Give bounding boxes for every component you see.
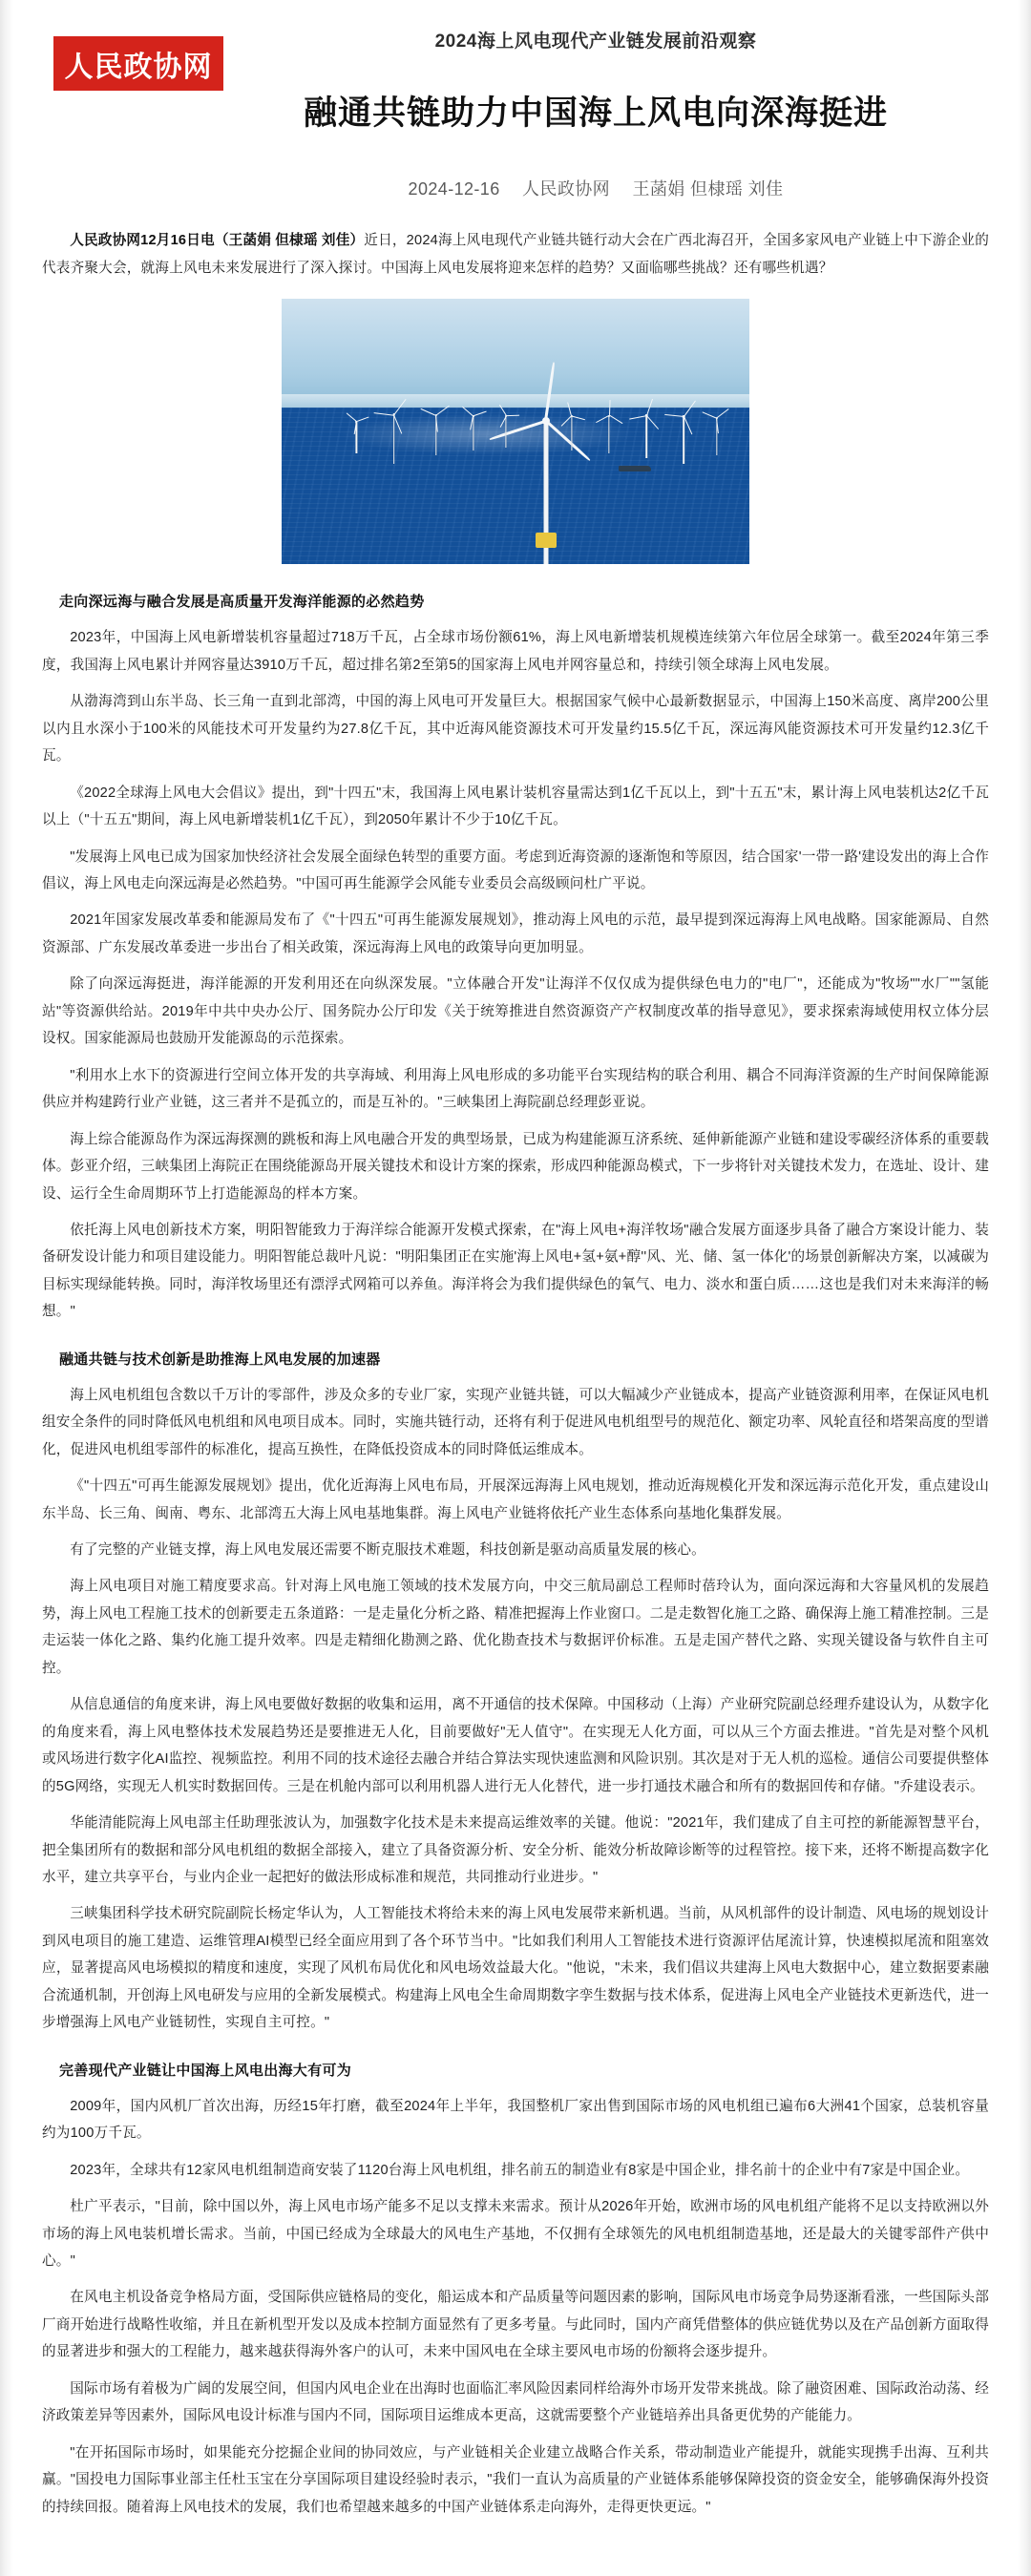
turbine-blade xyxy=(684,416,692,434)
wind-turbine xyxy=(600,416,620,453)
lead-source-prefix: 人民政协网12月16日电（王菡娟 但棣瑶 刘佳） xyxy=(70,233,365,249)
body-paragraph: 三峡集团科学技术研究院副院长杨定华认为，人工智能技术将给未来的海上风电发展带来新机遇。当前，从风机部件的设计制造、风电场的规划设计到风电项目的施工建造、运维管理AI模型已经全面应用到了各个环节当中。"比如我们利用人工智能技术进行资源评估尾流计算，快速模拟尾流和阻塞效应，显著提高风电场模拟的精度和速度，实现了风机布局优化和风电场效益最大化。"他说，"未来，我们倡议共建海上风电大数据中心，建立数据要素融合流通机制，开创海上风电研发与应用的全新发展模式。构建海上风电全生命周期数字孪生数据与技术体系，促进海上风电全产业链技术更新迭代，进一步增强海上风电产业链韧性，实现自主可控。" xyxy=(42,1906,989,2031)
offshore-wind-farm-photo xyxy=(282,299,749,564)
body-paragraph: 除了向深远海挺进，海洋能源的开发利用还在向纵深发展。"立体融合开发"让海洋不仅仅成为提供绿色电力的"电厂"，还能成为"牧场""水厂""氢能站"等资源供给站。2019年中共中央办公厅、国务院办公厅印发《关于统筹推进自然资源资产产权制度改革的指导意见》，要求探索海域使用权立体分层设权。国家能源局也鼓励开发能源岛的示范探索。 xyxy=(42,976,989,1047)
body-paragraph: 2023年，全球共有12家风电机组制造商安装了1120台海上风电机组，排名前五的制造业有8家是中国企业，排名前十的企业中有7家是中国企业。 xyxy=(70,2162,970,2178)
body-paragraph: 海上综合能源岛作为深远海探测的跳板和海上风电融合开发的典型场景，已成为构建能源互济系统、延伸新能源产业链和建设零碳经济体系的重要载体。彭亚介绍，三峡集团上海院正在围绕能源岛开展关键技术和设计方案的探索，形成四种能源岛模式，下一步将针对关键技术发力，在选址、设计、建设、运行全生命周期环节上打造能源岛的样本方案。 xyxy=(42,1131,989,1202)
wind-turbine xyxy=(562,416,580,450)
section-heading: 完善现代产业链让中国海上风电出海大有可为 xyxy=(59,2062,352,2079)
body-paragraph: 从渤海湾到山东半岛、长三角一直到北部湾，中国的海上风电可开发量巨大。根据国家气候中心最新数据显示，中国海上150米高度、离岸200公里以内且水深小于100米的风能技术可开发量约为27.8亿千瓦，其中近海风能资源技术可开发量约15.5亿千瓦，深远海风能资源技术可开发量约12.3亿千瓦。 xyxy=(42,694,989,764)
section-heading: 融通共链与技术创新是助推海上风电发展的加速器 xyxy=(59,1351,381,1368)
body-paragraph: 杜广平表示，"目前，除中国以外，海上风电市场产能多不足以支撑未来需求。预计从2026年开始，欧洲市场的风电机组产能将不足以支持欧洲以外市场的海上风电装机增长需求。当前，中国已经成为全球最大的风电生产基地，不仅拥有全球领先的风电机组制造基地，还是最大的关键零部件产供中心。" xyxy=(42,2199,989,2269)
turbine-blade xyxy=(609,400,611,415)
article-tail-spacer xyxy=(42,2530,989,2547)
service-vessel xyxy=(619,466,651,471)
turbine-tower xyxy=(684,416,685,464)
byline xyxy=(223,176,968,200)
body-paragraph: 2009年，国内风机厂首次出海，历经15年打磨，截至2024年上半年，我国整机厂家出售到国际市场的风电机组已遍布6大洲41个国家，总装机容量约为100万千瓦。 xyxy=(42,2098,989,2142)
wind-turbine xyxy=(635,415,658,458)
body-paragraph: 依托海上风电创新技术方案，明阳智能致力于海洋综合能源开发模式探索，在"海上风电+海洋牧场"融合发展方面逐步具备了融合方案设计能力、装备研发设计能力和项目建设能力。明阳智能总裁叶凡说："明阳集团正在实施'海上风电+氢+氨+醇''风、光、储、氢一体化'的场景创新解决方案，以减碳为目标实现绿能转换。同时，海洋牧场里还有漂浮式网箱可以养鱼。海洋将会为我们提供绿色的氧气、电力、淡水和蛋白质……这也是我们对未来海洋的畅想。" xyxy=(42,1222,989,1320)
byline-source: 人民政协网 xyxy=(522,179,611,199)
wind-turbine xyxy=(671,416,696,464)
lead-paragraph xyxy=(42,227,989,282)
body-paragraph: 海上风电机组包含数以千万计的零部件，涉及众多的专业厂家，实现产业链共链，可以大幅减少产业链成本，提高产业链资源利用率，在保证风电机组安全条件的同时降低风电机组和风电项目成本。同时，实施共链行动，还将有利于促进风电机组型号的规范化、额定功率、风轮直径和塔架高度的型谱化，促进风电机组零部件的标准化，提高互换性，在降低投资成本的同时降低运维成本。 xyxy=(42,1387,989,1457)
photo-sky xyxy=(282,299,749,408)
body-paragraph: "利用水上水下的资源进行空间立体开发的共享海域、利用海上风电形成的多功能平台实现结构的联合利用、耦合不同海洋资源的生产时间保障能源供应并构建跨行业产业链，这三者并不是孤立的，而是互补的。"三峡集团上海院副总经理彭亚说。 xyxy=(42,1067,989,1111)
body-paragraph: 《"十四五"可再生能源发展规划》提出，优化近海海上风电布局，开展深远海海上风电规划，推动近海规模化开发和深远海示范化开发，重点建设山东半岛、长三角、闽南、粤东、北部湾五大海上风电基地集群。海上风电产业链将依托产业生态体系向基地化集群发展。 xyxy=(42,1478,989,1521)
byline-date: 2024-12-16 xyxy=(408,179,500,199)
body-paragraph: 海上风电项目对施工精度要求高。针对海上风电施工领域的技术发展方向，中交三航局副总工程师时蓓玲认为，面向深远海和大容量风机的发展趋势，海上风电工程施工技术的创新要走五条道路：一是走量化分析之路、精准把握海上作业窗口。二是走数智化施工之路、确保海上施工精准控制。三是走运装一体化之路、集约化施工提升效率。四是走精细化勘测之路、优化勘查技术与数据评价标准。五是走国产替代之路、实现关键设备与软件自主可控。 xyxy=(42,1579,989,1676)
body-paragraph: 从信息通信的角度来讲，海上风电要做好数据的收集和运用，离不开通信的技术保障。中国移动（上海）产业研究院副总经理乔建设认为，从数字化的角度来看，海上风电整体技术发展趋势还是要推进无人化，目前要做好"无人值守"。在实现无人化方面，可以从三个方面去推进。"首先是对整个风机或风场进行数字化AI监控、视频监控。利用不同的技术途径去融合并结合算法实现快速监测和风险识别。其次是对于无人机的巡检。通信公司要提供整体的5G网络，实现无人机实时数据回传。三是在机舱内部可以利用机器人进行无人化替代，进一步打通技术融合和所有的数据回传和存储。"乔建设表示。 xyxy=(42,1697,989,1794)
turbine-blade xyxy=(435,415,438,431)
turbine-tower xyxy=(645,415,647,458)
turbine-blade xyxy=(393,414,402,433)
article-kicker: 2024海上风电现代产业链发展前沿观察 xyxy=(434,31,757,52)
article-sections xyxy=(42,589,989,2521)
turbine-tower xyxy=(571,416,572,450)
body-paragraph: 华能清能院海上风电部主任助理张波认为，加强数字化技术是未来提高运维效率的关键。他说："2021年，我们建成了自主可控的新能源智慧平台，把全集团所有的数据和部分风电机组的数据全部接入，建立了具备资源分析、安全分析、能效分析故障诊断等的过程管控。接下来，还将不断提高数字化水平，建立共享平台，与业内企业一起把好的做法形成标准和规范，共同推动行业进步。" xyxy=(42,1815,989,1886)
turbine-tower xyxy=(506,416,507,448)
turbine-tower xyxy=(393,415,395,464)
body-paragraph: 2021年国家发展改革委和能源局发布了《"十四五"可再生能源发展规划》，推动海上风电的示范，最早提到深远海海上风电战略。国家能源局、自然资源部、广东发展改革委进一步出台了相关政策，深远海海上风电的政策导向更加明显。 xyxy=(42,912,989,955)
title-block xyxy=(223,25,978,200)
article-body xyxy=(0,227,1031,2547)
turbine-tower xyxy=(608,416,609,453)
wind-turbine xyxy=(426,415,447,455)
wind-turbine xyxy=(464,416,482,450)
body-paragraph: 2023年，中国海上风电新增装机容量超过718万千瓦，占全球市场份额61%，海上风电新增装机规模连续第六年位居全球第一。截至2024年第三季度，我国海上风电累计并网容量达3910万千瓦，超过排名第2至第5的国家海上风电并网容量总和，持续引领全球海上风电发展。 xyxy=(42,630,989,673)
wind-turbine xyxy=(348,422,366,453)
byline-authors: 王菡娟 但棣瑶 刘佳 xyxy=(632,179,784,199)
body-paragraph: "在开拓国际市场时，如果能充分挖掘企业间的协同效应，与产业链相关企业建立战略合作关系，带动制造业产能提升，就能实现携手出海、互利共赢。"国投电力国际事业部主任杜玉宝在分享国际项目建设经验时表示，"我们一直认为高质量的产业链体系能够保障投资的资金安全，能够确保海外投资的持续回报。随着海上风电技术的发展，我们也希望越来越多的中国产业链体系走向海外，走得更快更远。" xyxy=(42,2444,989,2515)
page-title: 融通共链助力中国海上风电向深海挺进 xyxy=(303,94,888,132)
body-paragraph: 有了完整的产业链支撑，海上风电发展还需要不断克服技术难题，科技创新是驱动高质量发展的核心。 xyxy=(70,1542,705,1559)
section-heading: 走向深远海与融合发展是高质量开发海洋能源的必然趋势 xyxy=(59,594,425,611)
turbine-service-platform xyxy=(536,533,557,548)
wind-turbine xyxy=(497,416,515,448)
hero-image-wrap xyxy=(42,299,989,564)
lead-text: 近日，2024海上风电现代产业链共链行动大会在广西北海召开，全国多家风电产业链上中下游企业的代表齐聚大会，就海上风电未来发展进行了深入探讨。中国海上风电发展将迎来怎样的趋势？又面临哪些挑战？还有哪些机遇？ xyxy=(42,233,989,276)
body-paragraph: 在风电主机设备竞争格局方面，受国际供应链格局的变化，船运成本和产品质量等问题因素的影响，国际风电市场竞争局势逐渐看涨，一些国际头部厂商开始进行战略性收缩，并且在新机型开发以及成本控制方面显然有了更多考量。与此同时，国内产商凭借整体的供应链优势以及在产品创新方面取得的显著进步和强大的工程能力，越来越获得海外客户的认可，未来中国风电在全球主要风电市场的份额将会逐步提升。 xyxy=(42,2290,989,2360)
site-logo[interactable]: 人民政协网 xyxy=(53,36,223,91)
wind-turbine xyxy=(381,415,407,464)
body-paragraph: "发展海上风电已成为国家加快经济社会发展全面绿色转型的重要方面。考虑到近海资源的逐渐饱和等原因，结合国家'一带一路'建设发出的海上合作倡议，海上风电走向深远海是必然趋势。"中国可再生能源学会风能专业委员会高级顾问杜广平说。 xyxy=(42,848,989,891)
wind-turbine xyxy=(706,418,726,455)
body-paragraph: 国际市场有着极为广阔的发展空间，但国内风电企业在出海时也面临汇率风险因素同样给海外市场开发带来挑战。除了融资困难、国际政治动荡、经济政策差异等因素外，国际风电设计标准与国内不同，国际项目运维成本更高，这就需要整个产业链培养出具备更优势的产能能力。 xyxy=(42,2380,989,2424)
body-paragraph: 《2022全球海上风电大会倡议》提出，到"十四五"末，我国海上风电累计装机容量需达到1亿千瓦以上，到"十五五"末，累计海上风电装机达2亿千瓦以上（"十五五"期间，海上风电新增装机1亿千瓦），到2050年累计不少于10亿千瓦。 xyxy=(42,785,989,828)
turbine-blade xyxy=(646,415,659,429)
masthead xyxy=(0,0,1031,200)
